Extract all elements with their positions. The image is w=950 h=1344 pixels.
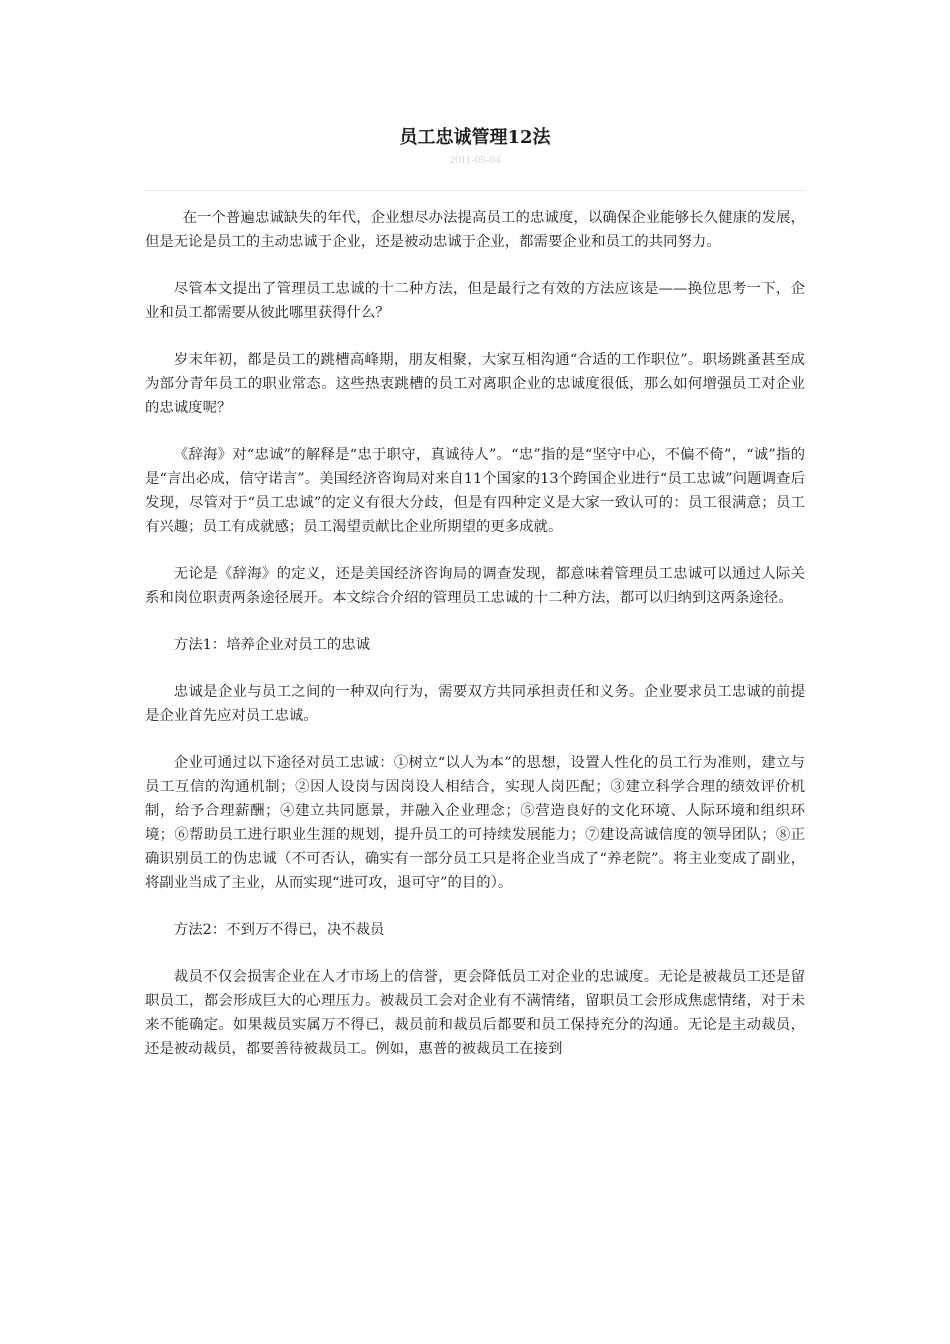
header-divider	[145, 190, 805, 191]
method-heading-2: 方法2：不到万不得已，决不裁员	[173, 922, 385, 938]
article-title: 员工忠诚管理12法	[399, 127, 551, 148]
paragraph: 岁末年初，都是员工的跳槽高峰期，朋友相聚，大家互相沟通“合适的工作职位”。职场跳蚤甚至成为部分青年员工的职业常态。这些热衷跳槽的员工对离职企业的忠诚度很低，那么如何增强员工对企业的忠诚度呢？	[145, 352, 805, 416]
paragraph-intro: 在一个普遍忠诚缺失的年代，企业想尽办法提高员工的忠诚度，以确保企业能够长久健康的发展，但是无论是员工的主动忠诚于企业，还是被动忠诚于企业，都需要企业和员工的共同努力。	[145, 210, 805, 250]
paragraph: 企业可通过以下途径对员工忠诚：①树立“以人为本”的思想，设置人性化的员工行为准则，建立与员工互信的沟通机制；②因人设岗与因岗设人相结合，实现人岗匹配；③建立科学合理的绩效评价机制，给予合理薪酬；④建立共同愿景，并融入企业理念；⑤营造良好的文化环境、人际环境和组织环境；⑥帮助员工进行职业生涯的规划，提升员工的可持续发展能力；⑦建设高诚信度的领导团队；⑧正确识别员工的伪忠诚（不可否认，确实有一部分员工只是将企业当成了“养老院”。将主业变成了副业，将副业当成了主业，从而实现“进可攻，退可守”的目的）。	[145, 755, 805, 891]
paragraph: 尽管本文提出了管理员工忠诚的十二种方法，但是最行之有效的方法应该是——换位思考一下，企业和员工都需要从彼此哪里获得什么？	[145, 281, 805, 321]
paragraph: 无论是《辞海》的定义，还是美国经济咨询局的调查发现，都意味着管理员工忠诚可以通过人际关系和岗位职责两条途径展开。本文综合介绍的管理员工忠诚的十二种方法，都可以归纳到这两条途径。	[145, 566, 805, 606]
article-date: 2011-05-04	[449, 154, 501, 166]
method-heading-1: 方法1：培养企业对员工的忠诚	[173, 637, 371, 653]
paragraph: 《辞海》对“忠诚”的解释是“忠于职守，真诚待人”。“忠”指的是“坚守中心，不偏不倚”，“诚”指的是“言出必成，信守诺言”。美国经济咨询局对来自11个国家的13个跨国企业进行“员工忠诚”问题调查后发现，尽管对于“员工忠诚”的定义有很大分歧，但是有四种定义是大家一致认可的：员工很满意；员工有兴趣；员工有成就感；员工渴望贡献比企业所期望的更多成就。	[145, 447, 805, 535]
article-body	[145, 206, 805, 1084]
paragraph: 忠诚是企业与员工之间的一种双向行为，需要双方共同承担责任和义务。企业要求员工忠诚的前提是企业首先应对员工忠诚。	[145, 684, 805, 724]
paragraph: 裁员不仅会损害企业在人才市场上的信誉，更会降低员工对企业的忠诚度。无论是被裁员工还是留职员工，都会形成巨大的心理压力。被裁员工会对企业有不满情绪，留职员工会形成焦虑情绪，对于未来不能确定。如果裁员实属万不得已，裁员前和裁员后都要和员工保持充分的沟通。无论是主动裁员，还是被动裁员，都要善待被裁员工。例如，惠普的被裁员工在接到	[145, 969, 805, 1057]
